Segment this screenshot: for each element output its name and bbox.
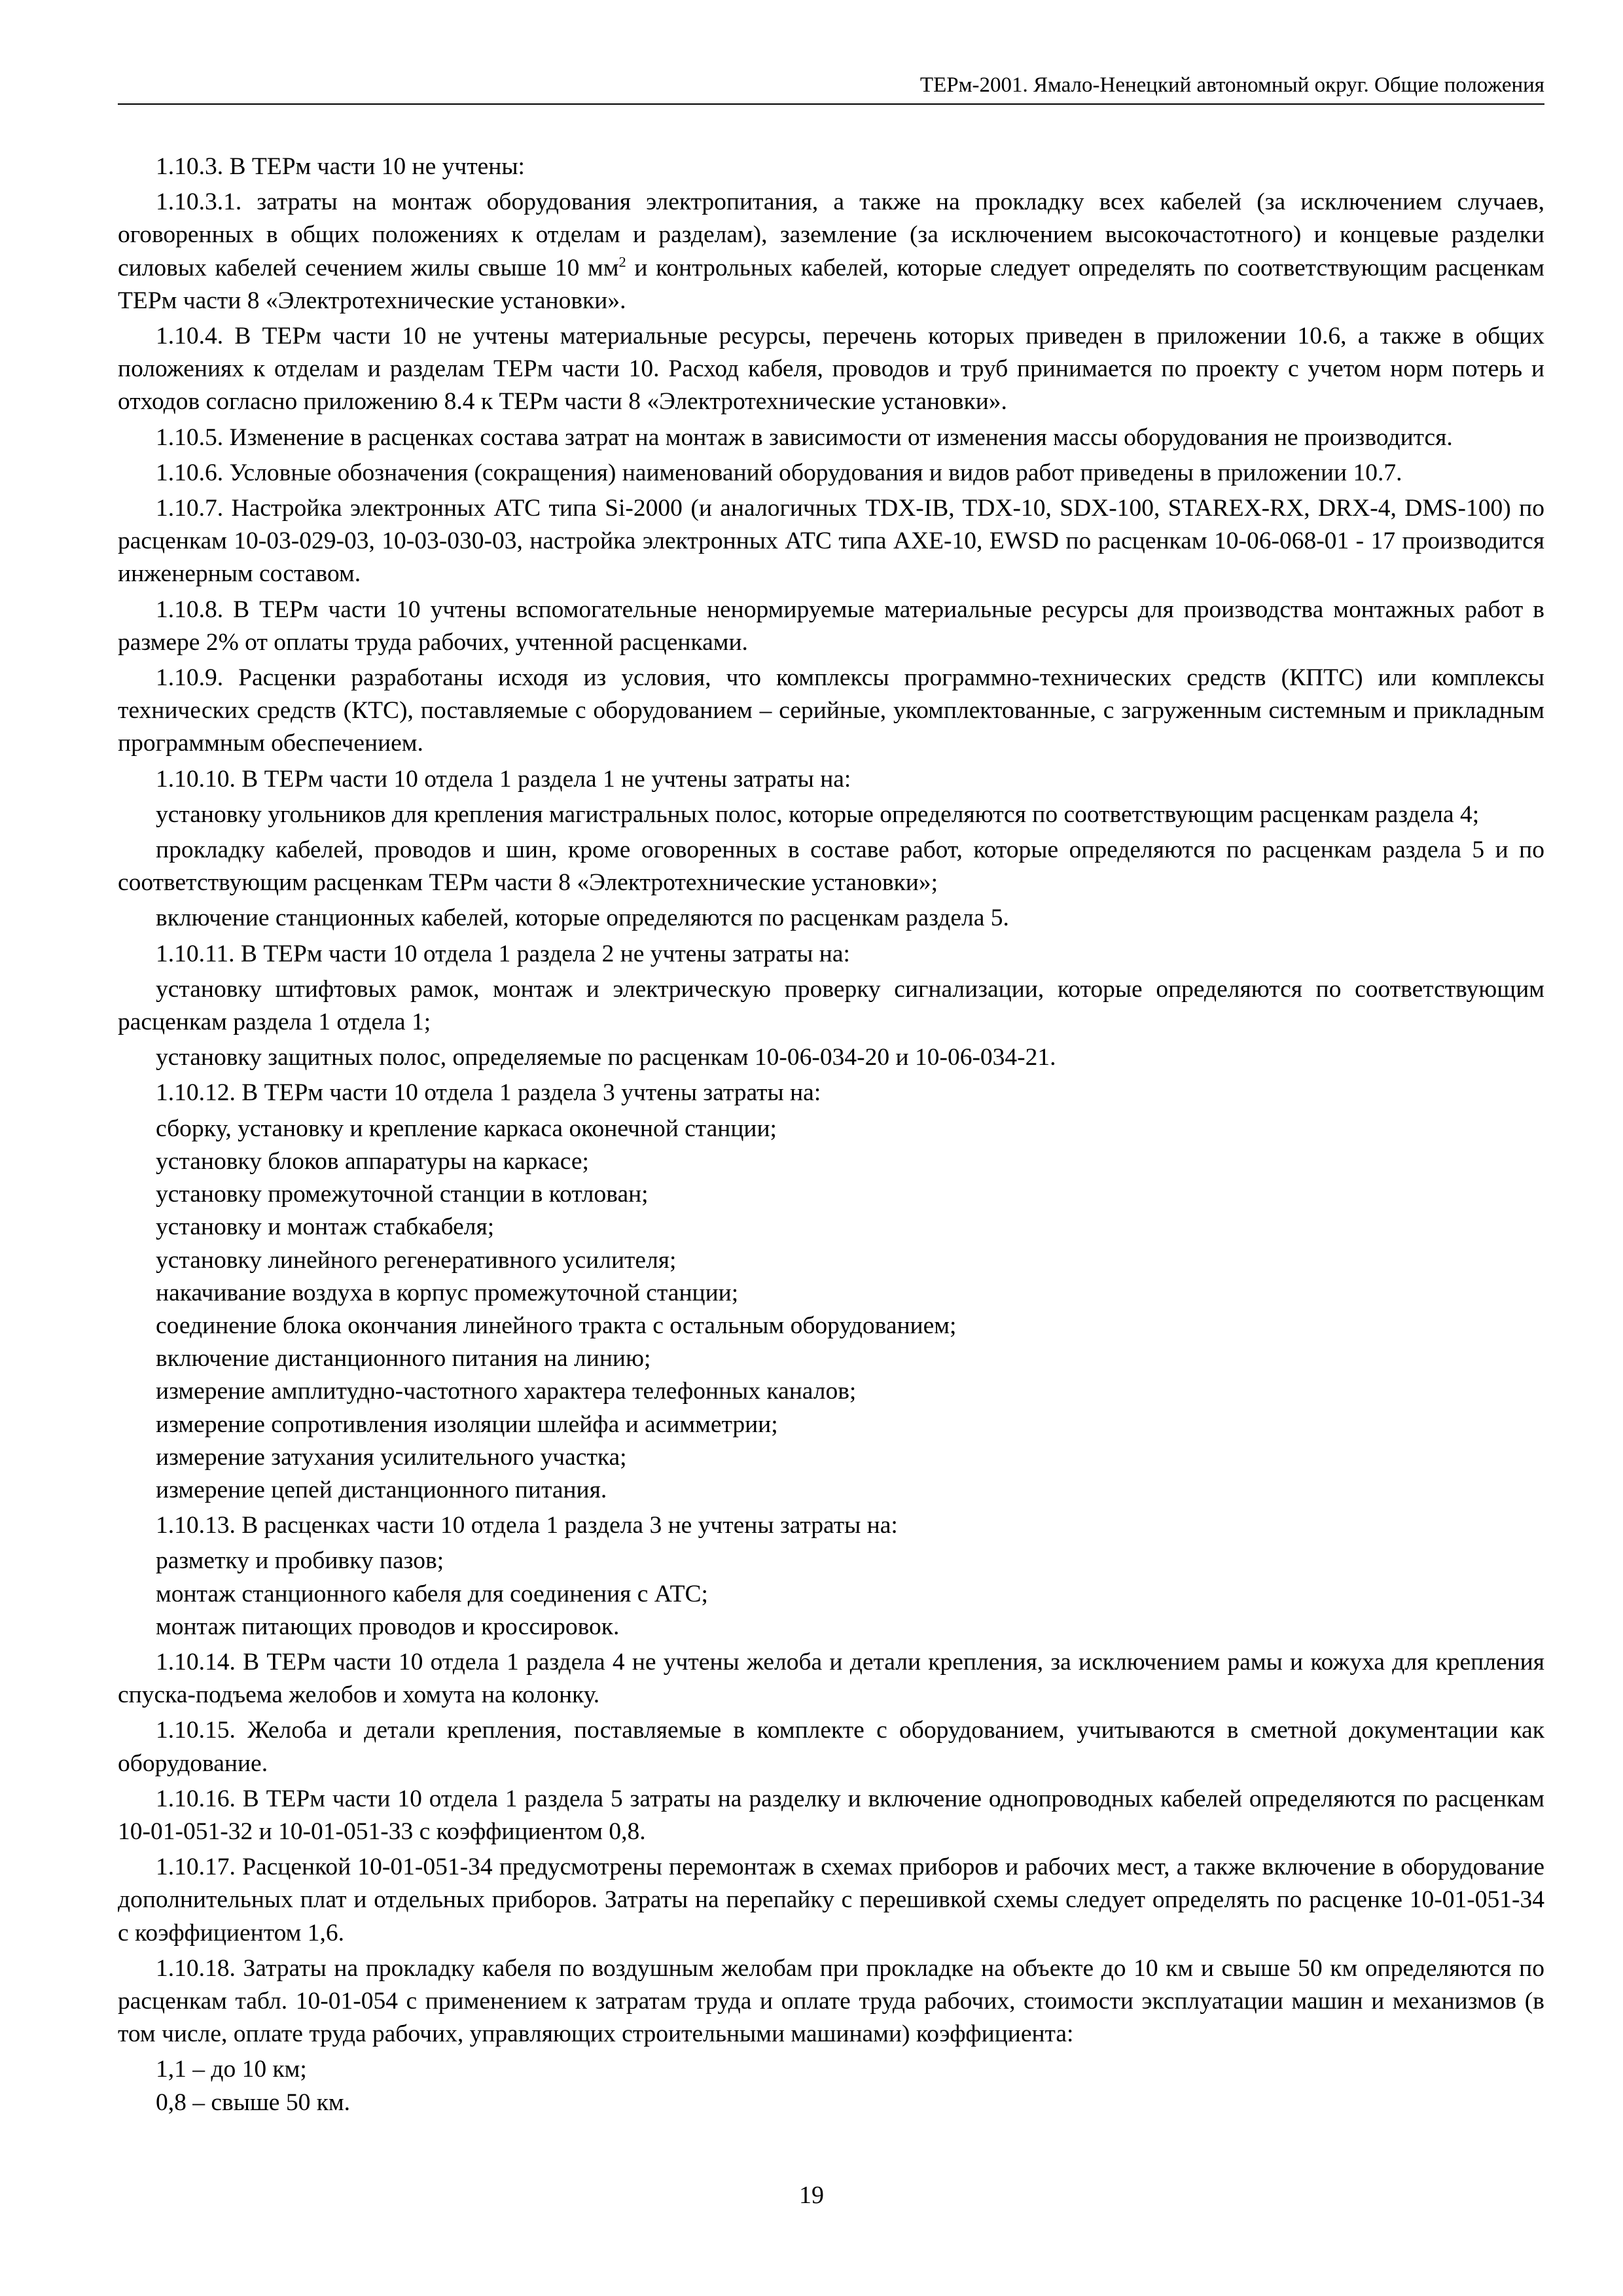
list-item: монтаж питающих проводов и кроссировок. (156, 1613, 620, 1640)
list-item: прокладку кабелей, проводов и шин, кроме оговоренных в составе работ, которые определяются по расценкам раздела 5 и по соответствующим расценкам ТЕРм части 8 «Электротехнические установки»; (118, 836, 1544, 897)
paragraph-1-10-17: 1.10.17. Расценкой 10-01-051-34 предусмотрены перемонтаж в схемах приборов и рабочих мест, а также включение в оборудование дополнительных плат и отдельных приборов. Затраты на перепайку с перешивкой схемы следует определять по расценке 10-01-051-34 с коэффициентом 1,6. (118, 1854, 1544, 1946)
list-item: включение дистанционного питания на линию; (156, 1345, 651, 1372)
paragraph-text-tail: и контрольных кабелей, которые следует определять по соответствующим расценкам ТЕРм части 8 «Электротехнические установки». (118, 254, 1544, 314)
paragraph-text: 1.10.3.1. затраты на монтаж оборудования электропитания, а также на прокладку всех кабелей (за исключением случаев, оговоренных в общих положениях к отделам и разделам), заземление (за исключением высокочастотного) и концевые разделки силовых кабелей сечением жилы свыше 10 мм (118, 188, 1544, 281)
running-header: ТЕРм-2001. Ямало-Ненецкий автономный округ. Общие положения (919, 73, 1544, 97)
paragraph-1-10-4: 1.10.4. В ТЕРм части 10 не учтены материальные ресурсы, перечень которых приведен в приложении 10.6, а также в общих положениях к отделам и разделам ТЕРм части 10. Расход кабеля, проводов и труб принимается по проекту с учетом норм потерь и отходов согласно приложению 8.4 к ТЕРм части 8 «Электротехнические установки». (118, 323, 1544, 416)
paragraph-1-10-18: 1.10.18. Затраты на прокладку кабеля по воздушным желобам при прокладке на объекте до 10 км и свыше 50 км определяются по расценкам табл. 10-01-054 с применением к затратам труда и оплате труда рабочих, стоимости эксплуатации машин и механизмов (в том числе, оплате труда рабочих, управляющих строительными машинами) коэффициента: (118, 1954, 1544, 2048)
paragraph-1-10-10: 1.10.10. В ТЕРм части 10 отдела 1 раздела 1 не учтены затраты на: (156, 765, 851, 793)
list-item: разметку и пробивку пазов; (156, 1547, 444, 1575)
list-item: соединение блока окончания линейного тракта с остальным оборудованием; (156, 1312, 957, 1339)
paragraph-1-10-11: 1.10.11. В ТЕРм части 10 отдела 1 раздела 2 не учтены затраты на: (156, 940, 850, 967)
header-divider (118, 103, 1544, 105)
list-item: включение станционных кабелей, которые определяются по расценкам раздела 5. (156, 905, 1009, 932)
list-item: установку и монтаж стабкабеля; (156, 1213, 495, 1241)
paragraph-1-10-6: 1.10.6. Условные обозначения (сокращения) наименований оборудования и видов работ приведены в приложении 10.7. (156, 459, 1402, 486)
paragraph-1-10-16: 1.10.16. В ТЕРм части 10 отдела 1 раздела 5 затраты на разделку и включение однопроводных кабелей определяются по расценкам 10-01-051-32 и 10-01-051-33 с коэффициентом 0,8. (118, 1785, 1544, 1845)
list-item: сборку, установку и крепление каркаса оконечной станции; (156, 1115, 777, 1142)
document-body (118, 151, 1544, 2119)
superscript: 2 (618, 253, 626, 270)
paragraph-1-10-5: 1.10.5. Изменение в расценках состава затрат на монтаж в зависимости от изменения массы оборудования не производится. (156, 423, 1453, 451)
list-item: установку линейного регенеративного усилителя; (156, 1246, 677, 1274)
list-item: установку защитных полос, определяемые по расценкам 10-06-034-20 и 10-06-034-21. (156, 1044, 1056, 1071)
list-item: установку промежуточной станции в котлован; (156, 1181, 649, 1208)
paragraph-1-10-9: 1.10.9. Расценки разработаны исходя из условия, что комплексы программно-технических средств (КПТС) или комплексы технических средств (КТС), поставляемые с оборудованием – серийные, укомплектованные, с загруженным системным и прикладным программным обеспечением. (118, 664, 1544, 757)
list-item: 1,1 – до 10 км; (156, 2056, 307, 2083)
paragraph-1-10-3-1 (118, 186, 1544, 317)
list-item: установку угольников для крепления магистральных полос, которые определяются по соответствующим расценкам раздела 4; (156, 800, 1480, 828)
list-item: измерение сопротивления изоляции шлейфа и асимметрии; (156, 1410, 778, 1438)
paragraph-1-10-8: 1.10.8. В ТЕРм части 10 учтены вспомогательные ненормируемые материальные ресурсы для производства монтажных работ в размере 2% от оплаты труда рабочих, учтенной расценками. (118, 596, 1544, 656)
paragraph-1-10-13: 1.10.13. В расценках части 10 отдела 1 раздела 3 не учтены затраты на: (156, 1512, 898, 1539)
paragraph-1-10-15: 1.10.15. Желоба и детали крепления, поставляемые в комплекте с оборудованием, учитываются в сметной документации как оборудование. (118, 1717, 1544, 1777)
page-number: 19 (799, 2181, 824, 2209)
list-item: измерение затухания усилительного участка; (156, 1443, 627, 1471)
paragraph-1-10-3: 1.10.3. В ТЕРм части 10 не учтены: (156, 153, 525, 180)
paragraph-1-10-7: 1.10.7. Настройка электронных АТС типа Si-2000 (и аналогичных TDX-IB, TDX-10, SDX-100, STAREX-RX, DRX-4, DMS-100) по расценкам 10-03-029-03, 10-03-030-03, настройка электронных АТС типа AXE-10, EWSD по расценкам 10-06-068-01 - 17 производится инженерным составом. (118, 495, 1544, 588)
list-item: измерение амплитудно-частотного характера телефонных каналов; (156, 1378, 857, 1405)
paragraph-1-10-14: 1.10.14. В ТЕРм части 10 отдела 1 раздела 4 не учтены желоба и детали крепления, за исключением рамы и кожуха для крепления спуска-подъема желобов и хомута на колонку. (118, 1648, 1544, 1709)
list-item: измерение цепей дистанционного питания. (156, 1476, 607, 1503)
paragraph-1-10-12: 1.10.12. В ТЕРм части 10 отдела 1 раздела 3 учтены затраты на: (156, 1079, 821, 1107)
list-item: 0,8 – свыше 50 км. (156, 2089, 351, 2116)
list-item: установку штифтовых рамок, монтаж и электрическую проверку сигнализации, которые определяются по соответствующим расценкам раздела 1 отдела 1; (118, 975, 1544, 1036)
list-item: установку блоков аппаратуры на каркасе; (156, 1147, 589, 1175)
list-item: монтаж станционного кабеля для соединения с АТС; (156, 1580, 708, 1607)
list-item: накачивание воздуха в корпус промежуточной станции; (156, 1279, 739, 1306)
